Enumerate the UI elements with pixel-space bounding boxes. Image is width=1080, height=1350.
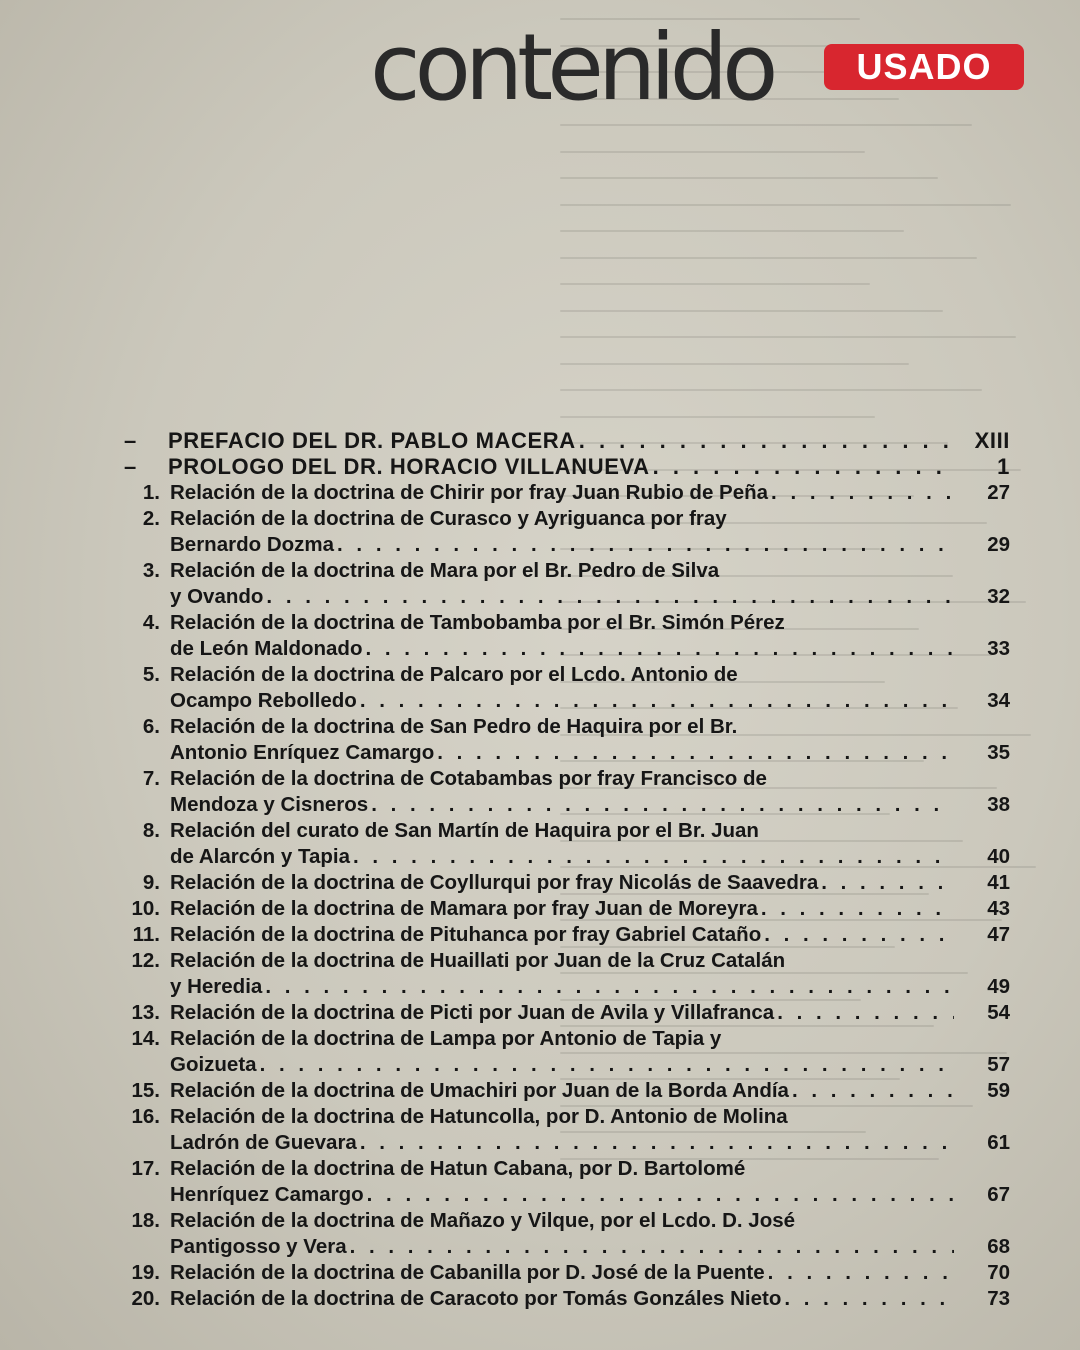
bleed-through-line [560,177,938,179]
dot-leader [263,584,954,610]
toc-entry [120,480,1010,506]
page-number: 70 [987,1261,1010,1284]
entry-title [168,818,954,870]
dot-leader [650,454,954,480]
bleed-through-line [560,310,943,312]
page-number: 40 [987,845,1010,868]
entry-title-line: Relación de la doctrina de Curasco y Ayriguanca por fray [170,507,727,530]
entry-title-line: Relación de la doctrina de San Pedro de Haquira por el Br. [170,715,738,738]
page-number: 49 [987,975,1010,998]
bleed-through-line [560,151,865,153]
entry-number: 5. [142,663,160,686]
entry-number: 14. [131,1027,160,1050]
dot-leader [362,636,954,662]
page-number: 34 [987,689,1010,712]
entry-title-line: Relación de la doctrina de Chirir por fray Juan Rubio de Peña [170,481,769,504]
entry-title-line: Henríquez Camargo [170,1183,364,1206]
toc-entry [120,896,1010,922]
page-number: 35 [987,741,1010,764]
page-number: 57 [987,1053,1010,1076]
page-title: contenido [370,14,773,121]
toc-entry [120,1078,1010,1104]
entry-title-line: Relación de la doctrina de Mamara por fray Juan de Moreyra [170,897,758,920]
entry-title [168,454,954,480]
entry-title-line: Pantigosso y Vera [170,1235,347,1258]
page-number: 33 [987,637,1010,660]
entry-number: 10. [131,897,160,920]
entry-title-line: Relación de la doctrina de Mañazo y Vilque, por el Lcdo. D. José [170,1209,796,1232]
entry-number: 18. [131,1209,160,1232]
dot-leader [761,922,954,948]
entry-title [168,896,954,922]
page-number: 68 [987,1235,1010,1258]
entry-title-line: y Heredia [170,975,263,998]
entry-number: 12. [131,949,160,972]
entry-number: – [124,428,137,453]
entry-title [168,1156,954,1208]
toc-entry [120,714,1010,766]
entry-number: 1. [142,481,160,504]
toc-entry [120,454,1010,480]
page-number: 54 [987,1001,1010,1024]
dot-leader [364,1182,954,1208]
page-number: 61 [987,1131,1010,1154]
bleed-through-line [560,257,977,259]
entry-title-line: Relación de la doctrina de Tambobamba por el Br. Simón Pérez [170,611,785,634]
entry-title-line: Ladrón de Guevara [170,1131,357,1154]
bleed-through-line [560,204,1011,206]
page-number: 47 [987,923,1010,946]
entry-title-line: Mendoza y Cisneros [170,793,369,816]
entry-title [168,1000,954,1026]
entry-title [168,766,954,818]
toc-entry [120,506,1010,558]
entry-number: 16. [131,1105,160,1128]
entry-title-line: Relación de la doctrina de Palcaro por el Lcdo. Antonio de [170,663,738,686]
dot-leader [765,1260,954,1286]
entry-title [168,714,954,766]
entry-title-line: y Ovando [170,585,264,608]
entry-title-line: Relación del curato de San Martín de Haquira por el Br. Juan [170,819,759,842]
entry-title-line: Relación de la doctrina de Cotabambas por fray Francisco de [170,767,767,790]
toc-entry [120,1000,1010,1026]
bleed-through-line [560,336,1016,338]
entry-title-line: Relación de la doctrina de Hatun Cabana, por D. Bartolomé [170,1157,746,1180]
dot-leader [758,896,954,922]
page-number: 27 [987,481,1010,504]
page-number: XIII [974,428,1010,453]
entry-title-line: Bernardo Dozma [170,533,335,556]
page-number: 29 [987,533,1010,556]
entry-title [168,948,954,1000]
toc-entry [120,1286,1010,1312]
dot-leader [768,480,954,506]
entry-title [168,1260,954,1286]
bleed-through-line [560,230,904,232]
toc-entry [120,818,1010,870]
entry-title [168,1078,954,1104]
page-number: 59 [987,1079,1010,1102]
dot-leader [357,1130,954,1156]
dot-leader [774,1000,954,1026]
bleed-through-line [560,363,909,365]
toc-entry [120,428,1010,454]
toc-entry [120,1104,1010,1156]
entry-title-line: Relación de la doctrina de Pituhanca por fray Gabriel Cataño [170,923,762,946]
entry-title [168,662,954,714]
entry-number: – [124,454,137,479]
dot-leader [347,1234,954,1260]
page-number: 67 [987,1183,1010,1206]
entry-title-line: Goizueta [170,1053,257,1076]
entry-title-line: PROLOGO DEL DR. HORACIO VILLANUEVA [168,454,650,479]
dot-leader [434,740,954,766]
entry-title [168,610,954,662]
dot-leader [257,1052,954,1078]
toc-entry [120,1026,1010,1078]
page-number: 43 [987,897,1010,920]
toc-entry [120,662,1010,714]
entry-title-line: PREFACIO DEL DR. PABLO MACERA [168,428,576,453]
entry-number: 6. [142,715,160,738]
dot-leader [357,688,954,714]
entry-number: 4. [142,611,160,634]
entry-title-line: Relación de la doctrina de Cabanilla por D. José de la Puente [170,1261,765,1284]
dot-leader [368,792,954,818]
entry-title [168,1026,954,1078]
page-number: 41 [987,871,1010,894]
entry-title-line: Relación de la doctrina de Picti por Juan de Avila y Villafranca [170,1001,775,1024]
entry-number: 13. [131,1001,160,1024]
toc-entry [120,922,1010,948]
entry-number: 15. [131,1079,160,1102]
entry-title-line: de León Maldonado [170,637,363,660]
entry-number: 11. [132,923,160,946]
entry-title [168,558,954,610]
entry-title-line: Relación de la doctrina de Huaillati por Juan de la Cruz Catalán [170,949,786,972]
entry-title-line: Relación de la doctrina de Umachiri por Juan de la Borda Andía [170,1079,789,1102]
dot-leader [818,870,954,896]
dot-leader [350,844,954,870]
entry-title-line: de Alarcón y Tapia [170,845,350,868]
entry-number: 7. [142,767,160,790]
used-badge: USADO [824,44,1024,90]
toc-entry [120,1156,1010,1208]
table-of-contents [120,428,1010,1312]
bleed-through-line [560,389,982,391]
entry-title [168,922,954,948]
entry-title [168,1208,954,1260]
entry-title-line: Antonio Enríquez Camargo [170,741,435,764]
bleed-through-line [560,124,972,126]
entry-title-line: Relación de la doctrina de Mara por el Br. Pedro de Silva [170,559,720,582]
dot-leader [576,428,954,454]
entry-title-line: Relación de la doctrina de Caracoto por Tomás Gonzáles Nieto [170,1287,782,1310]
page-number: 38 [987,793,1010,816]
entry-title [168,1286,954,1312]
entry-number: 20. [131,1287,160,1310]
entry-number: 9. [142,871,160,894]
toc-entry [120,1208,1010,1260]
dot-leader [262,974,954,1000]
dot-leader [789,1078,954,1104]
entry-title [168,480,954,506]
toc-entry [120,948,1010,1000]
dot-leader [781,1286,954,1312]
entry-number: 8. [142,819,160,842]
toc-entry [120,558,1010,610]
entry-title-line: Relación de la doctrina de Hatuncolla, por D. Antonio de Molina [170,1105,788,1128]
entry-number: 2. [142,507,160,530]
entry-title-line: Relación de la doctrina de Lampa por Antonio de Tapia y [170,1027,722,1050]
entry-number: 19. [131,1261,160,1284]
bleed-through-line [560,416,875,418]
entry-number: 17. [131,1157,160,1180]
toc-entry [120,766,1010,818]
toc-entry [120,870,1010,896]
toc-entry [120,610,1010,662]
page-number: 73 [987,1287,1010,1310]
page-number: 1 [997,454,1010,479]
page-number: 32 [987,585,1010,608]
bleed-through-line [560,283,870,285]
entry-title-line: Relación de la doctrina de Coyllurqui por fray Nicolás de Saavedra [170,871,819,894]
entry-title [168,870,954,896]
entry-title [168,506,954,558]
entry-title [168,428,954,454]
entry-title-line: Ocampo Rebolledo [170,689,357,712]
entry-number: 3. [142,559,160,582]
toc-entry [120,1260,1010,1286]
dot-leader [334,532,954,558]
entry-title [168,1104,954,1156]
